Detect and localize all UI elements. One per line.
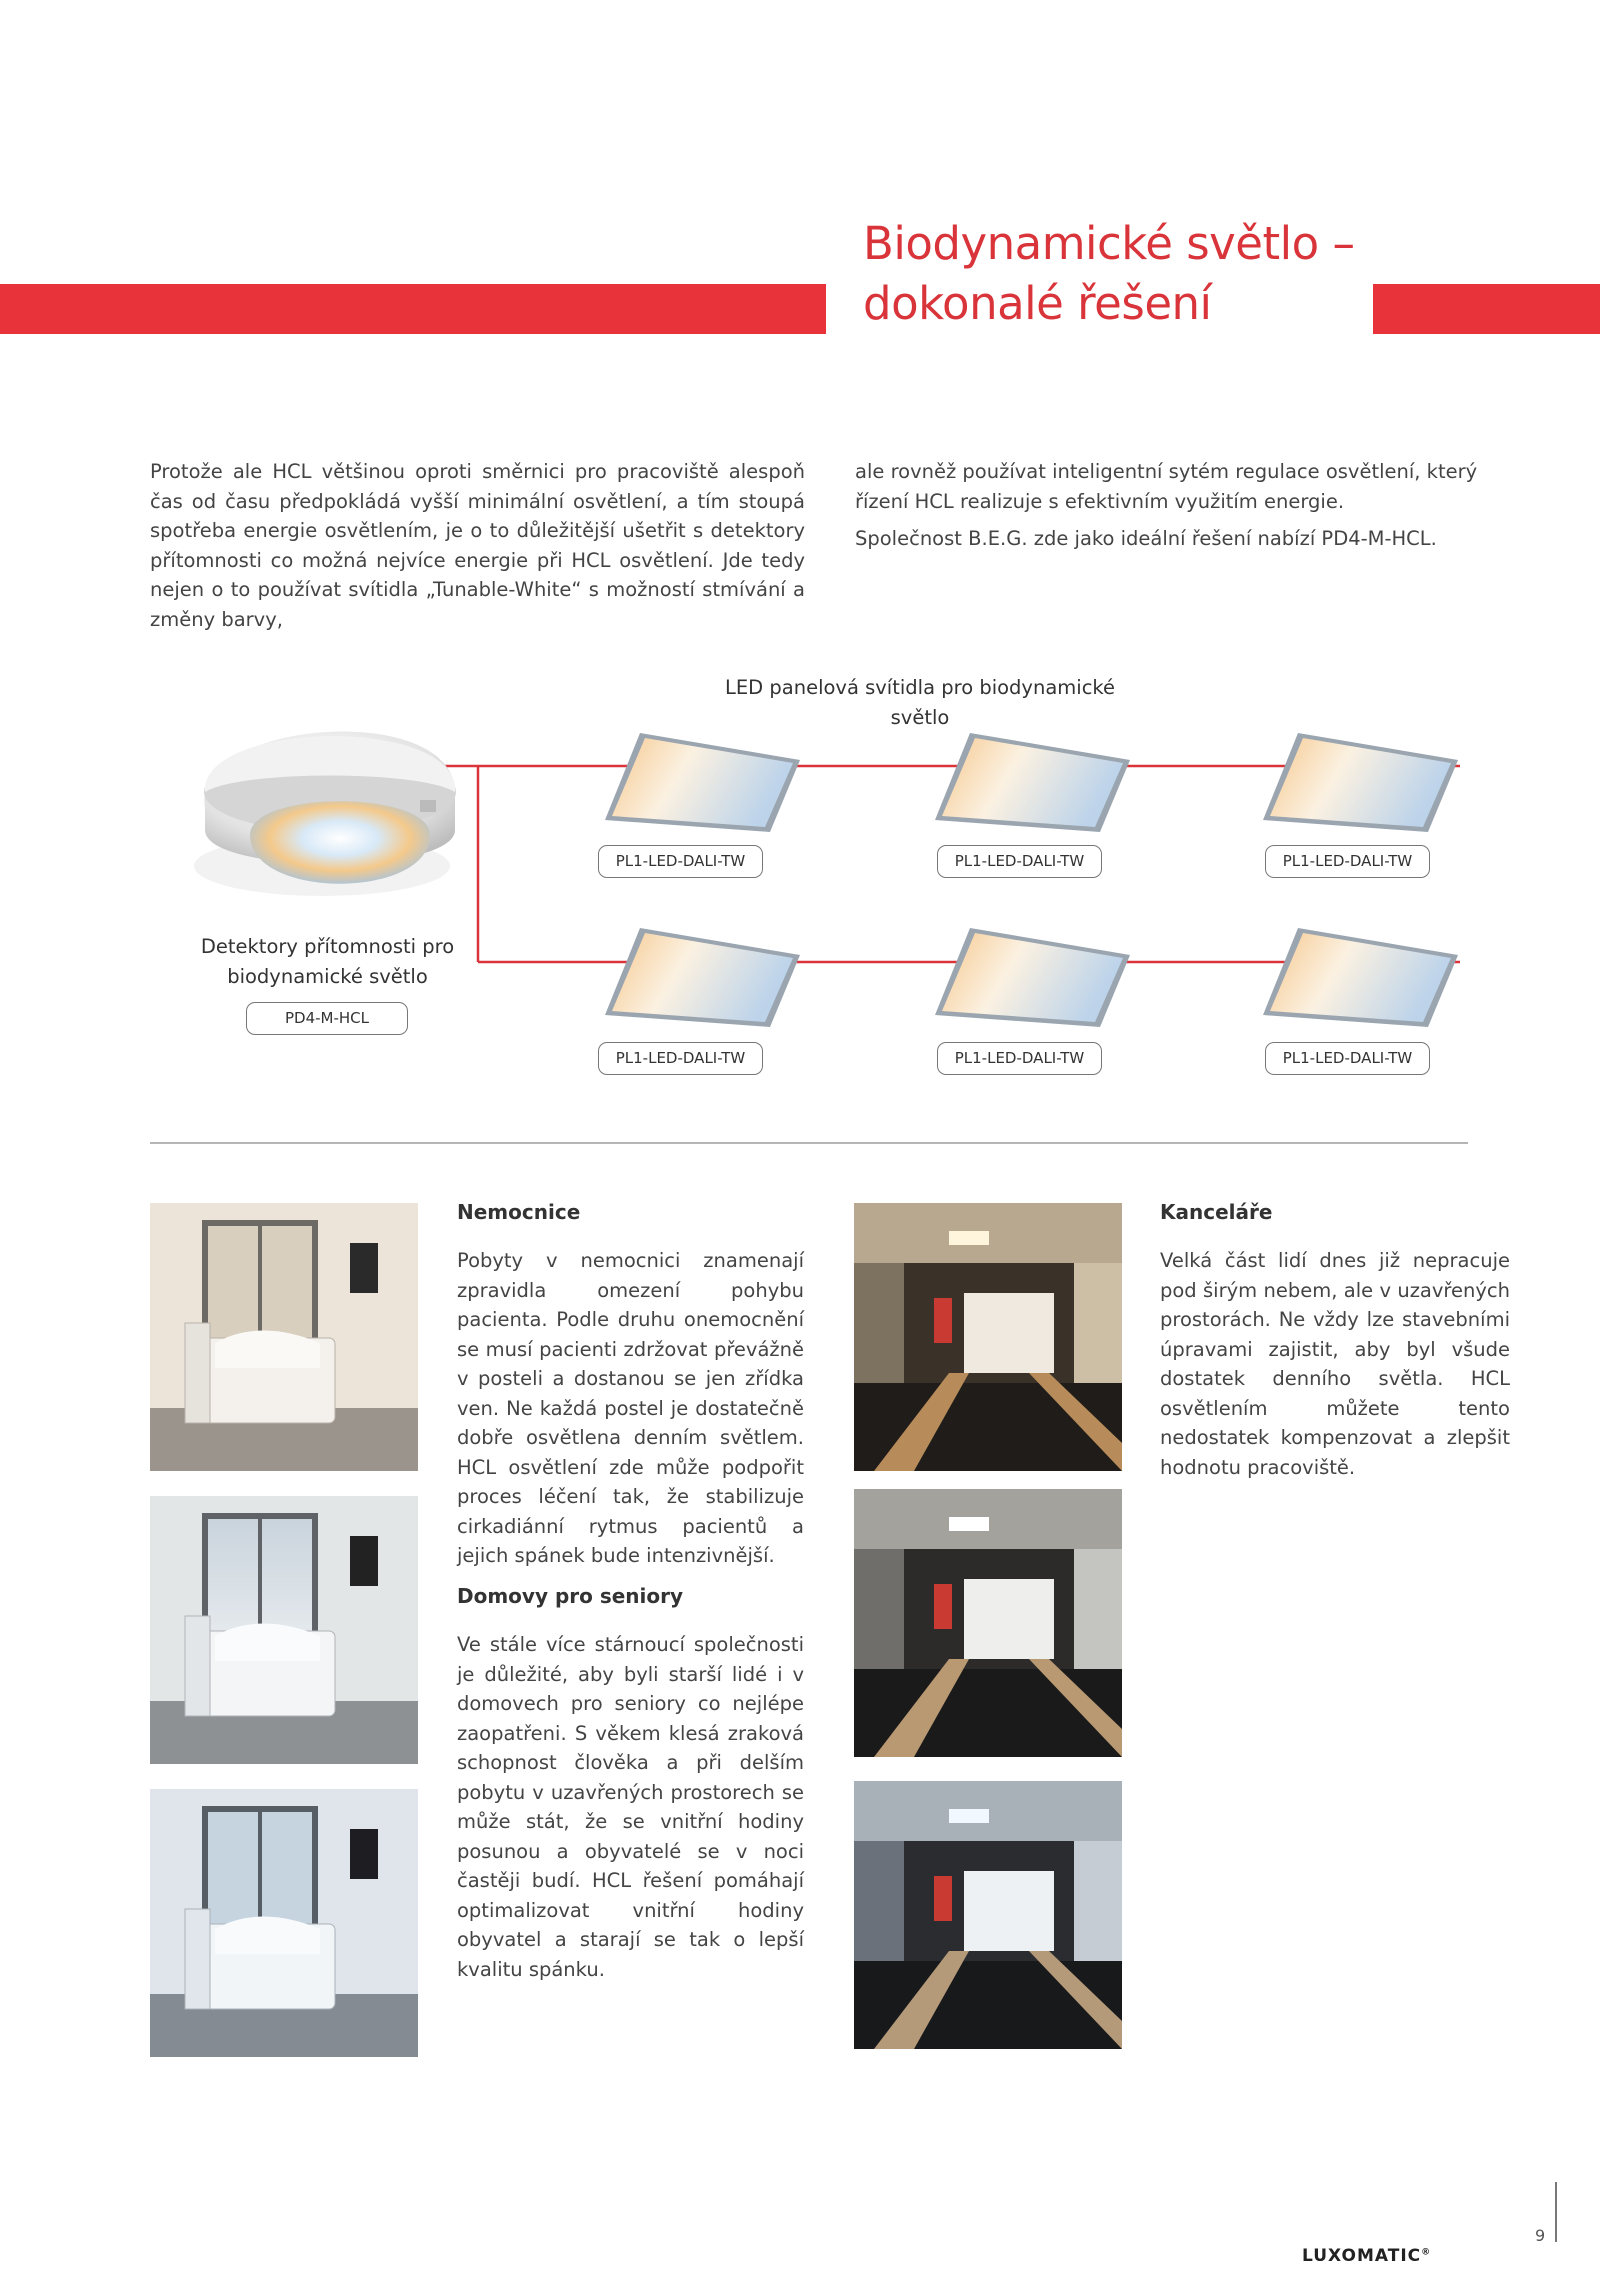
page-number-rule bbox=[1555, 2182, 1557, 2242]
hospital-heading: Nemocnice bbox=[457, 1200, 581, 1224]
led-panel-4 bbox=[605, 928, 800, 1027]
hospital-photo-warm bbox=[150, 1203, 418, 1471]
intro-paragraph-3: Společnost B.E.G. zde jako ideální řešení nabízí PD4-M-HCL. bbox=[855, 527, 1437, 550]
led-panel-3 bbox=[1263, 733, 1458, 832]
office-photo-neutral bbox=[854, 1489, 1122, 1757]
offices-text: Velká část lidí dnes již nepracuje pod širým nebem, ale v uzavřených prostorách. Ne vždy lze stavebními úpravami zajistit, aby byl všude dostatek denního světla. HCL osvětlením můžete tento nedostatek kompenzovat a zlepšit hodnotu pracoviště. bbox=[1160, 1249, 1510, 1479]
detector-label-line-1: Detektory přítomnosti pro bbox=[200, 935, 455, 958]
hospital-text: Pobyty v nemocnici znamenají zpravidla omezení pohybu pacienta. Podle druhu onemocnění se musí pacienti zdržovat převážně v posteli a dostanou se jen zřídka ven. Ne každá postel je dostatečně dobře osvětlena denním světlem. HCL osvětlení zde může podpořit proces léčení tak, že stabilizuje cirkadiánní rytmus pacientů a jejich spánek bude intenzivnější. bbox=[457, 1249, 804, 1567]
intro-paragraph-2: ale rovněž používat inteligentní sytém regulace osvětlení, který řízení HCL realizuje s efektivním využitím energie. bbox=[855, 460, 1478, 513]
hospital-photo-neutral bbox=[150, 1496, 418, 1764]
intro-col-1 bbox=[150, 457, 805, 644]
office-photo-warm bbox=[854, 1203, 1122, 1471]
title-line-2: dokonalé řešení bbox=[863, 277, 1212, 330]
logo-registered-mark: ® bbox=[1421, 2247, 1432, 2258]
seniors-heading: Domovy pro seniory bbox=[457, 1584, 684, 1608]
led-panel-2 bbox=[935, 733, 1130, 832]
luxomatic-logo bbox=[1302, 2246, 1431, 2266]
header-bar-right bbox=[1373, 284, 1600, 334]
intro-col-2 bbox=[855, 457, 1510, 564]
led-panel-5 bbox=[935, 928, 1130, 1027]
page-title bbox=[863, 214, 1363, 334]
led-panel-6 bbox=[1263, 928, 1458, 1027]
page-number: 9 bbox=[1535, 2226, 1546, 2245]
title-line-1: Biodynamické světlo – bbox=[863, 217, 1355, 270]
panel-model-label-2: PL1-LED-DALI-TW bbox=[937, 845, 1102, 878]
panel-model-label-4: PL1-LED-DALI-TW bbox=[598, 1042, 763, 1075]
offices-heading: Kanceláře bbox=[1160, 1200, 1273, 1224]
led-panel-1 bbox=[605, 733, 800, 832]
panels-title: LED panelová svítidla pro biodynamické světlo bbox=[724, 676, 1116, 729]
office-photo-cool bbox=[854, 1781, 1122, 2049]
panel-model-label-6: PL1-LED-DALI-TW bbox=[1265, 1042, 1430, 1075]
detector-model-label: PD4-M-HCL bbox=[246, 1002, 408, 1035]
detector-label-line-2: biodynamické světlo bbox=[227, 965, 428, 988]
header-bar-left bbox=[0, 284, 826, 334]
panel-model-label-5: PL1-LED-DALI-TW bbox=[937, 1042, 1102, 1075]
detector-label bbox=[180, 932, 475, 992]
section-divider bbox=[150, 1142, 1468, 1144]
logo-text: LUXOMATIC bbox=[1302, 2246, 1422, 2266]
seniors-text: Ve stále více stárnoucí společnosti je důležité, aby byli starší lidé i v domovech pro seniory co nejlépe zaopatřeni. S věkem klesá zraková schopnost člověka a při delším pobytu v uzavřených prostorech se může stát, že se vnitřní hodiny posunou a obyvatelé se v noci častěji budí. HCL řešení pomáhají optimalizovat vnitřní hodiny obyvatel a starají se tak o lepší kvalitu spánku. bbox=[457, 1633, 804, 1981]
panel-model-label-3: PL1-LED-DALI-TW bbox=[1265, 845, 1430, 878]
detector-image bbox=[194, 731, 456, 896]
hospital-photo-cool bbox=[150, 1789, 418, 2057]
diagram bbox=[0, 660, 1600, 1090]
panel-model-label-1: PL1-LED-DALI-TW bbox=[598, 845, 763, 878]
intro-paragraph-1: Protože ale HCL většinou oproti směrnici pro pracoviště alespoň čas od času předpokládá vyšší minimální osvětlení, a tím stoupá spotřeba energie osvětlením, je o to důležitější ušetřit s detektory přítomnosti co možná nejvíce energie při HCL osvětlení. Jde tedy nejen o to používat svítidla „Tunable-White“ s možností stmívání a změny barvy, bbox=[150, 460, 805, 631]
